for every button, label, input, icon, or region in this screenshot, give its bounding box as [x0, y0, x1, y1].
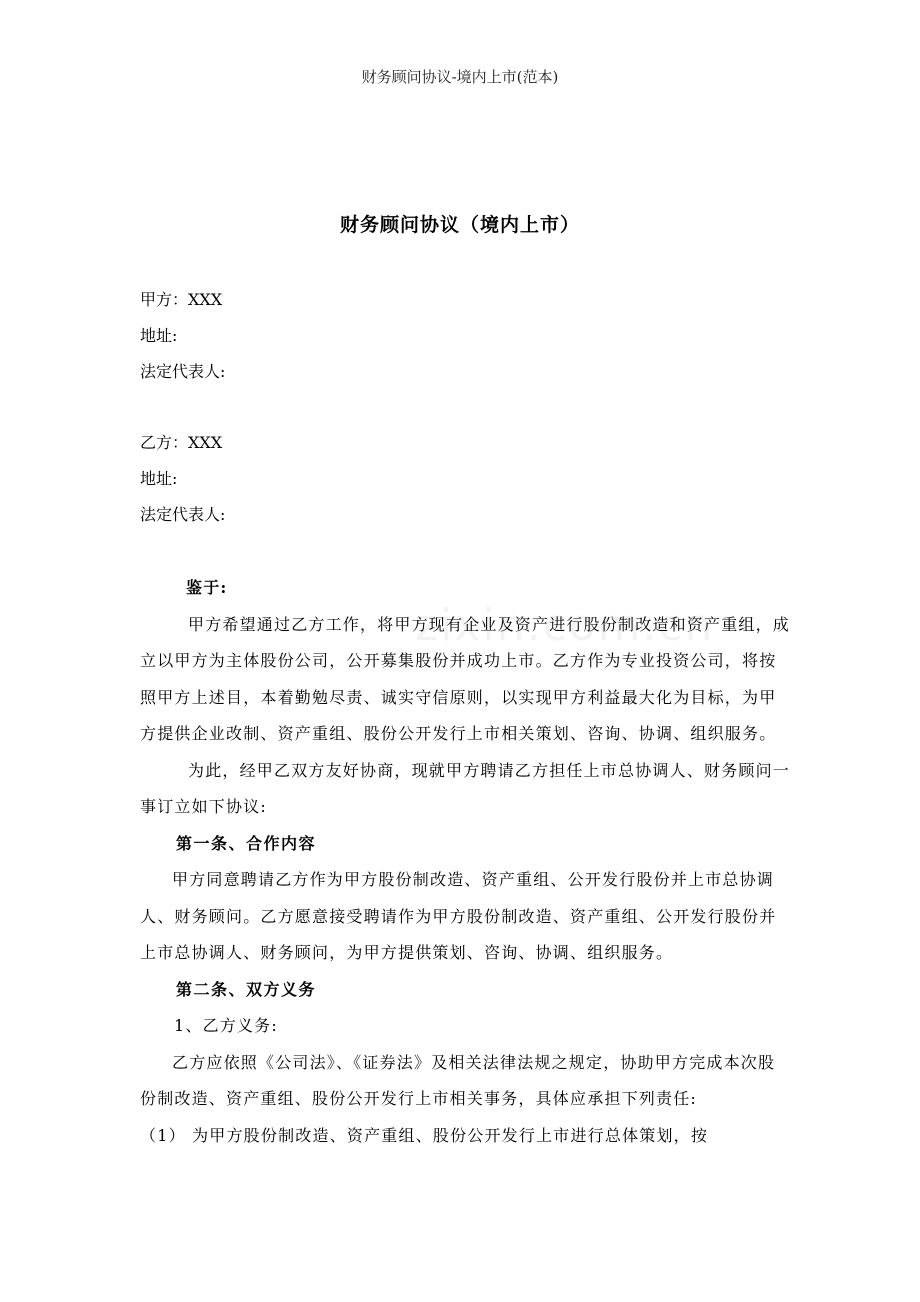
party-b-representative: 法定代表人:: [140, 505, 226, 524]
party-a-address: 地址:: [140, 326, 178, 345]
party-b-block: [140, 425, 225, 533]
article-2-heading: 第二条、双方义务: [176, 979, 317, 999]
article-1-text: 甲方同意聘请乙方作为甲方股份制改造、资产重组、公开发行股份并上市总协调人、财务顾问。乙方愿意接受聘请作为甲方股份制改造、资产重组、公开发行股份并上市总协调人、财务顾问，为甲方提供策划、咨询、协调、组织服务。: [140, 870, 777, 962]
whereas-paragraph-1: 甲方希望通过乙方工作，将甲方现有企业及资产进行股份制改造和资产重组，成立以甲方为主体股份公司，公开募集股份并成功上市。乙方作为专业投资公司，将按照甲方上述目，本着勤勉尽责、诚实守信原则，以实现甲方利益最大化为目标，为甲方提供企业改制、资产重组、股份公开发行上市相关策划、咨询、协调、组织服务。: [140, 614, 791, 743]
party-b-name: 乙方：XXX: [140, 433, 223, 452]
party-a-representative: 法定代表人:: [140, 362, 226, 381]
article-1-heading: 第一条、合作内容: [176, 833, 317, 853]
article-2-text: 乙方应依照《公司法》、《证券法》及相关法律法规之规定，协助甲方完成本次股份制改造、资产重组、股份公开发行上市相关事务，具体应承担下列责任:: [140, 1052, 776, 1108]
whereas-paragraph-2: 为此，经甲乙双方友好协商，现就甲方聘请乙方担任上市总协调人、财务顾问一事订立如下协议:: [140, 760, 791, 816]
running-header: 财务顾问协议-境内上市(范本): [361, 68, 559, 86]
article-2-clause-1: （1） 为甲方股份制改造、资产重组、股份公开发行上市进行总体策划，按: [140, 1125, 709, 1145]
party-b-address: 地址:: [140, 469, 178, 488]
agreement-body: [140, 570, 790, 1154]
party-a-block: [140, 282, 225, 390]
party-a-name: 甲方：XXX: [140, 290, 223, 309]
document-title: 财务顾问协议（境内上市）: [339, 214, 580, 236]
whereas-heading: 鉴于:: [186, 578, 228, 597]
article-2-subheading-1: 1、乙方义务:: [174, 1016, 278, 1035]
